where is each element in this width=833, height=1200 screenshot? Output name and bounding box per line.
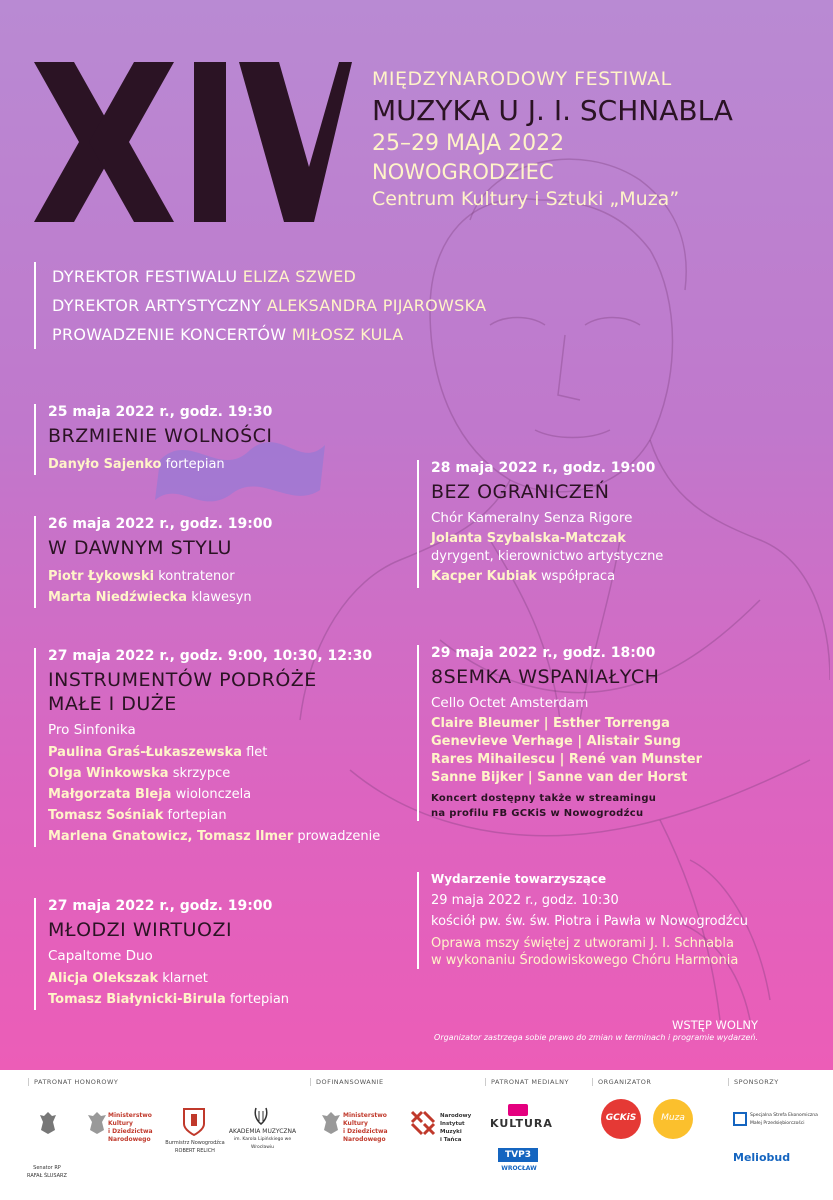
tvp3-city-text: WROCŁAW <box>501 1165 537 1172</box>
event-title: MŁODZI WIRTUOZI <box>48 919 233 941</box>
tvp-kultura-text: KULTURA <box>490 1117 553 1130</box>
ministry-eagle-icon <box>320 1110 342 1136</box>
event-title: INSTRUMENTÓW PODRÓŻE MAŁE I DUŻE <box>48 669 317 715</box>
academy-lyre-icon <box>253 1106 269 1126</box>
event-title: 8SEMKA WSPANIAŁYCH <box>431 666 660 688</box>
director-row: DYREKTOR FESTIWALU ELIZA SZWED <box>52 267 357 286</box>
event-card: 25 maja 2022 r., godz. 19:30 BRZMIENIE WOLNOŚCI Danyło Sajenko fortepian <box>34 404 273 475</box>
ministry-logo-text: Ministerstwo Kultury i Dziedzictwa Narodowego <box>108 1112 153 1143</box>
event-title: W DAWNYM STYLU <box>48 537 232 559</box>
free-entry-label: WSTĘP WOLNY <box>671 1018 758 1032</box>
tvp-logo-icon <box>508 1104 528 1116</box>
festival-title-block <box>372 68 733 210</box>
event-card: 29 maja 2022 r., godz. 18:00 8SEMKA WSPANIAŁYCH Cello Octet Amsterdam Claire Bleumer | Esther Torrenga Genevieve Verhage | Alistair Sung Rares Mihailescu | René van Munster Sanne Bijker | Sanne van der Horst Koncert dostępny także w streamingu na profilu FB GCKiS w Nowogrodźcu <box>417 645 702 821</box>
festival-name: MUZYKA U J. I. SCHNABLA <box>372 94 733 127</box>
sponsors-footer <box>0 1070 833 1200</box>
event-title: BRZMIENIE WOLNOŚCI <box>48 425 273 447</box>
meliobud-logo-text: Meliobud <box>733 1151 791 1164</box>
event-title: BEZ OGRANICZEŃ <box>431 481 610 503</box>
mayor-logo-text: Burmistrz Nowogrodźca ROBERT RELICH <box>165 1140 225 1154</box>
side-event-card: Wydarzenie towarzyszące 29 maja 2022 r., godz. 10:30 kościół pw. św. św. Piotra i Pawła w Nowogrodźcu Oprawa mszy świętej z utworami J. I. Schnabla w wykonaniu Środowiskowego Chóru Harmonia <box>417 872 748 969</box>
tvp3-logo: TVP3 <box>498 1148 538 1162</box>
footer-category: SPONSORZY <box>728 1078 779 1086</box>
festival-type: MIĘDZYNARODOWY FESTIWAL <box>372 68 672 90</box>
nimit-logo-text: Narodowy Instytut Muzyki i Tańca <box>440 1113 472 1143</box>
ministry-logo-text-2: Ministerstwo Kultury i Dziedzictwa Narodowego <box>343 1112 388 1143</box>
eagle-emblem-icon <box>38 1110 58 1136</box>
senator-logo-text: Senator RP RAFAŁ ŚLUSARZ <box>27 1165 67 1179</box>
roman-numeral-logo <box>34 62 354 222</box>
festival-venue: Centrum Kultury i Sztuki „Muza” <box>372 188 680 210</box>
director-row: PROWADZENIE KONCERTÓW MIŁOSZ KULA <box>52 325 404 344</box>
event-card: 27 maja 2022 r., godz. 9:00, 10:30, 12:30 INSTRUMENTÓW PODRÓŻE MAŁE I DUŻE Pro Sinfonika Paulina Graś-Łukaszewska flet Olga Winkowska skrzypce Małgorzata Bleja wiolonczela Tomasz Sośniak fortepian Marlena Gnatowicz, Tomasz Ilmer prowadzenie <box>34 648 380 847</box>
event-card: 28 maja 2022 r., godz. 19:00 BEZ OGRANICZEŃ Chór Kameralny Senza Rigore Jolanta Szybalska-Matczak dyrygent, kierownictwo artystyczne Kacper Kubiak współpraca <box>417 460 663 588</box>
director-row: DYREKTOR ARTYSTYCZNY ALEKSANDRA PIJAROWSKA <box>52 296 487 315</box>
event-card: 27 maja 2022 r., godz. 19:00 MŁODZI WIRTUOZI Capaltome Duo Alicja Olekszak klarnet Tomasz Białynicki-Birula fortepian <box>34 898 289 1010</box>
academy-sub-text: im. Karola Lipińskiego we Wrocławiu <box>233 1137 292 1150</box>
directors-list <box>34 262 486 349</box>
nimit-logo-icon <box>410 1110 436 1136</box>
footer-category: DOFINANSOWANIE <box>310 1078 384 1086</box>
footer-category: ORGANIZATOR <box>592 1078 651 1086</box>
festival-city: NOWOGRODZIEC <box>372 160 554 184</box>
gckis-logo-text: GCKiS <box>605 1113 637 1123</box>
footer-category: PATRONAT MEDIALNY <box>485 1078 569 1086</box>
muza-logo-text: Muza <box>661 1113 685 1123</box>
academy-logo-text: AKADEMIA MUZYCZNA <box>228 1128 297 1135</box>
coat-of-arms-icon <box>183 1108 205 1136</box>
event-card: 26 maja 2022 r., godz. 19:00 W DAWNYM STYLU Piotr Łykowski kontratenor Marta Niedźwiecka klawesyn <box>34 516 272 608</box>
kssse-logo-icon <box>733 1112 747 1126</box>
festival-dates: 25–29 MAJA 2022 <box>372 131 565 156</box>
ministry-eagle-icon <box>86 1110 108 1136</box>
footer-category: PATRONAT HONOROWY <box>28 1078 118 1086</box>
kssse-logo-text: Specjalna Strefa Ekonomiczna Małej Przedsiębiorczości <box>750 1113 818 1126</box>
organizer-note: Organizator zastrzega sobie prawo do zmian w terminach i programie wydarzeń. <box>434 1033 758 1042</box>
